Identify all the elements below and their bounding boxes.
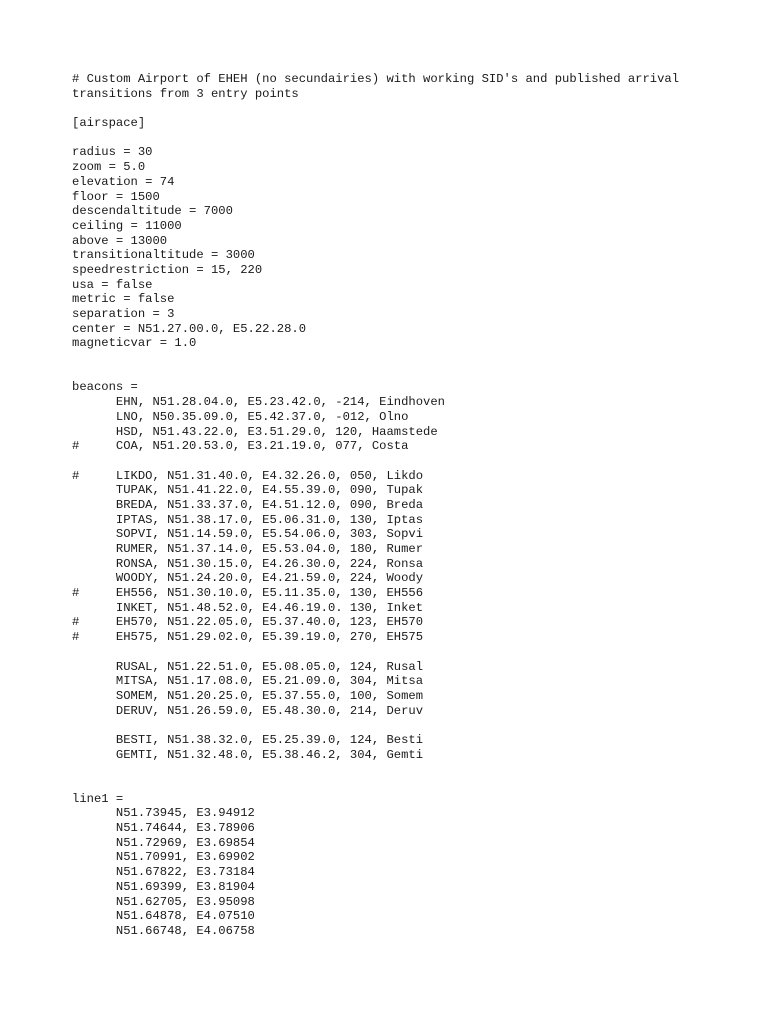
text-line — [72, 101, 752, 116]
text-line: RUMER, N51.37.14.0, E5.53.04.0, 180, Rumer — [72, 542, 424, 556]
text-line: elevation = 74 — [72, 174, 175, 189]
text-line — [72, 366, 752, 381]
text-line — [72, 762, 752, 777]
text-line: line1 = — [72, 791, 124, 806]
text-line: floor = 1500 — [72, 189, 160, 204]
text-document — [72, 72, 752, 939]
text-line: radius = 30 — [72, 145, 153, 160]
text-line: N51.69399, E3.81904 — [72, 879, 255, 894]
text-line: usa = false — [72, 277, 153, 292]
text-line: RONSA, N51.30.15.0, E4.26.30.0, 224, Ronsa — [72, 556, 424, 571]
text-line — [72, 351, 752, 366]
text-line — [72, 718, 752, 733]
text-line: N51.73945, E3.94912 — [72, 806, 255, 821]
text-line: MITSA, N51.17.08.0, E5.21.09.0, 304, Mitsa — [72, 674, 424, 689]
text-line: transitions from 3 entry points — [72, 86, 299, 101]
text-line: transitionaltitude = 3000 — [72, 248, 255, 263]
text-line: TUPAK, N51.41.22.0, E4.55.39.0, 090, Tupak — [72, 483, 424, 498]
text-line: IPTAS, N51.38.17.0, E5.06.31.0, 130, Iptas — [72, 512, 424, 527]
text-line: WOODY, N51.24.20.0, E4.21.59.0, 224, Woody — [72, 571, 424, 586]
text-line: GEMTI, N51.32.48.0, E5.38.46.2, 304, Gemti — [72, 747, 424, 762]
text-line: SOPVI, N51.14.59.0, E5.54.06.0, 303, Sopvi — [72, 527, 424, 542]
text-line: RUSAL, N51.22.51.0, E5.08.05.0, 124, Rusal — [72, 659, 424, 674]
text-line: beacons = — [72, 380, 138, 395]
text-line: [airspace] — [72, 116, 146, 131]
text-line — [72, 454, 752, 469]
text-line: metric = false — [72, 292, 175, 307]
text-line: # EH570, N51.22.05.0, E5.37.40.0, 123, EH570 — [72, 615, 424, 630]
text-line: zoom = 5.0 — [72, 160, 146, 175]
text-line: ceiling = 11000 — [72, 218, 182, 233]
text-line: N51.74644, E3.78906 — [72, 821, 255, 836]
text-line: N51.62705, E3.95098 — [72, 894, 255, 909]
text-line — [72, 645, 752, 660]
text-line: N51.70991, E3.69902 — [72, 850, 255, 865]
text-line: magneticvar = 1.0 — [72, 336, 197, 351]
text-line: separation = 3 — [72, 307, 175, 321]
text-line: LNO, N50.35.09.0, E5.42.37.0, -012, Olno — [72, 409, 409, 424]
text-line: INKET, N51.48.52.0, E4.46.19.0. 130, Inket — [72, 600, 424, 615]
text-line: # EH556, N51.30.10.0, E5.11.35.0, 130, EH556 — [72, 586, 424, 601]
text-line: above = 13000 — [72, 233, 168, 248]
text-line: # COA, N51.20.53.0, E3.21.19.0, 077, Costa — [72, 439, 409, 454]
text-line: N51.66748, E4.06758 — [72, 923, 255, 938]
text-line: BREDA, N51.33.37.0, E4.51.12.0, 090, Breda — [72, 497, 424, 512]
text-line: center = N51.27.00.0, E5.22.28.0 — [72, 321, 307, 336]
text-line: N51.64878, E4.07510 — [72, 909, 255, 924]
text-line: HSD, N51.43.22.0, E3.51.29.0, 120, Haamstede — [72, 424, 438, 439]
text-line: # EH575, N51.29.02.0, E5.39.19.0, 270, EH575 — [72, 630, 424, 645]
text-line: DERUV, N51.26.59.0, E5.48.30.0, 214, Deruv — [72, 703, 424, 718]
text-line: speedrestriction = 15, 220 — [72, 262, 263, 277]
text-line: N51.72969, E3.69854 — [72, 835, 255, 850]
text-line — [72, 131, 752, 146]
text-line: BESTI, N51.38.32.0, E5.25.39.0, 124, Besti — [72, 732, 424, 747]
text-line: N51.67822, E3.73184 — [72, 865, 255, 880]
text-line: # LIKDO, N51.31.40.0, E4.32.26.0, 050, Likdo — [72, 468, 424, 483]
text-line: SOMEM, N51.20.25.0, E5.37.55.0, 100, Somem — [72, 688, 424, 703]
text-line: # Custom Airport of EHEH (no secundairies) with working SID's and published arrival — [72, 72, 680, 86]
text-line — [72, 777, 752, 792]
text-line: EHN, N51.28.04.0, E5.23.42.0, -214, Eindhoven — [72, 395, 445, 410]
text-line: descendaltitude = 7000 — [72, 204, 233, 219]
